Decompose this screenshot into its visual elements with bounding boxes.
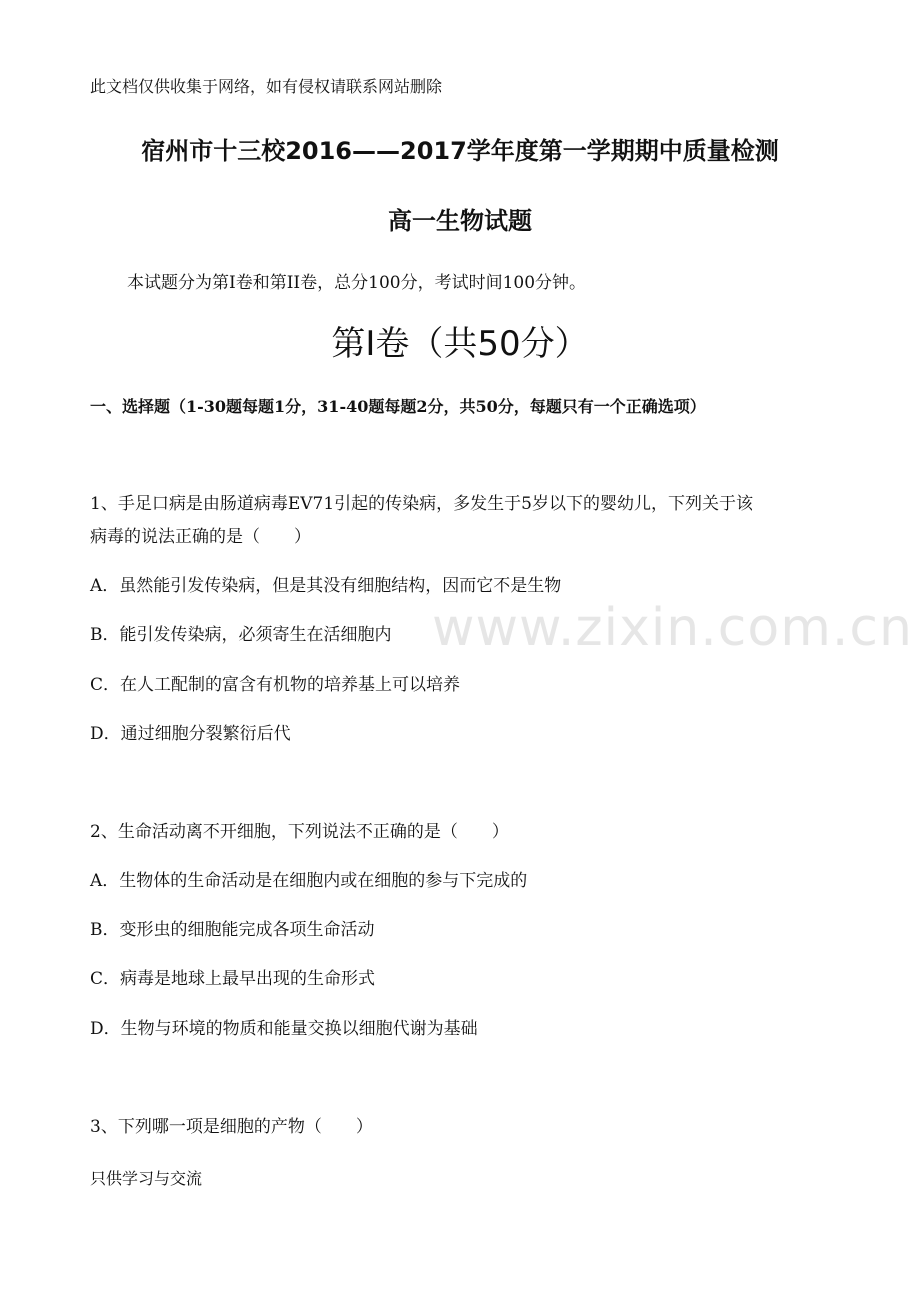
question-2-option-d: D．生物与环境的物质和能量交换以细胞代谢为基础: [90, 1019, 478, 1039]
exam-intro: 本试题分为第I卷和第II卷，总分100分，考试时间100分钟。: [127, 273, 587, 293]
question-1-stem-line-2: 病毒的说法正确的是（ ）: [90, 527, 311, 547]
exam-title: 宿州市十三校2016——2017学年度第一学期期中质量检测: [141, 137, 779, 165]
question-2-option-b: B．变形虫的细胞能完成各项生命活动: [90, 920, 375, 940]
watermark-text: www.zixin.com.cn: [432, 598, 913, 658]
question-1-option-b: B．能引发传染病，必须寄生在活细胞内: [90, 625, 392, 645]
question-1-option-c: C．在人工配制的富含有机物的培养基上可以培养: [90, 675, 461, 695]
section-instructions: 一、选择题（1-30题每题1分，31-40题每题2分，共50分，每题只有一个正确选项）: [90, 397, 706, 416]
footer-note: 只供学习与交流: [90, 1169, 203, 1188]
question-2-option-c: C．病毒是地球上最早出现的生命形式: [90, 969, 376, 989]
header-note: 此文档仅供收集于网络，如有侵权请联系网站删除: [90, 77, 443, 96]
question-2-option-a: A．生物体的生命活动是在细胞内或在细胞的参与下完成的: [90, 871, 528, 891]
question-1-option-a: A．虽然能引发传染病，但是其没有细胞结构，因而它不是生物: [90, 576, 562, 596]
question-1-option-d: D．通过细胞分裂繁衍后代: [90, 724, 291, 744]
section-heading: 第Ⅰ卷（共50分）: [331, 324, 589, 364]
exam-subtitle: 高一生物试题: [388, 207, 532, 235]
question-2-stem: 2、生命活动离不开细胞，下列说法不正确的是（ ）: [90, 822, 509, 842]
question-1-stem-line-1: 1、手足口病是由肠道病毒EV71引起的传染病，多发生于5岁以下的婴幼儿，下列关于该: [90, 494, 753, 514]
question-3-stem: 3、下列哪一项是细胞的产物（ ）: [90, 1117, 373, 1137]
